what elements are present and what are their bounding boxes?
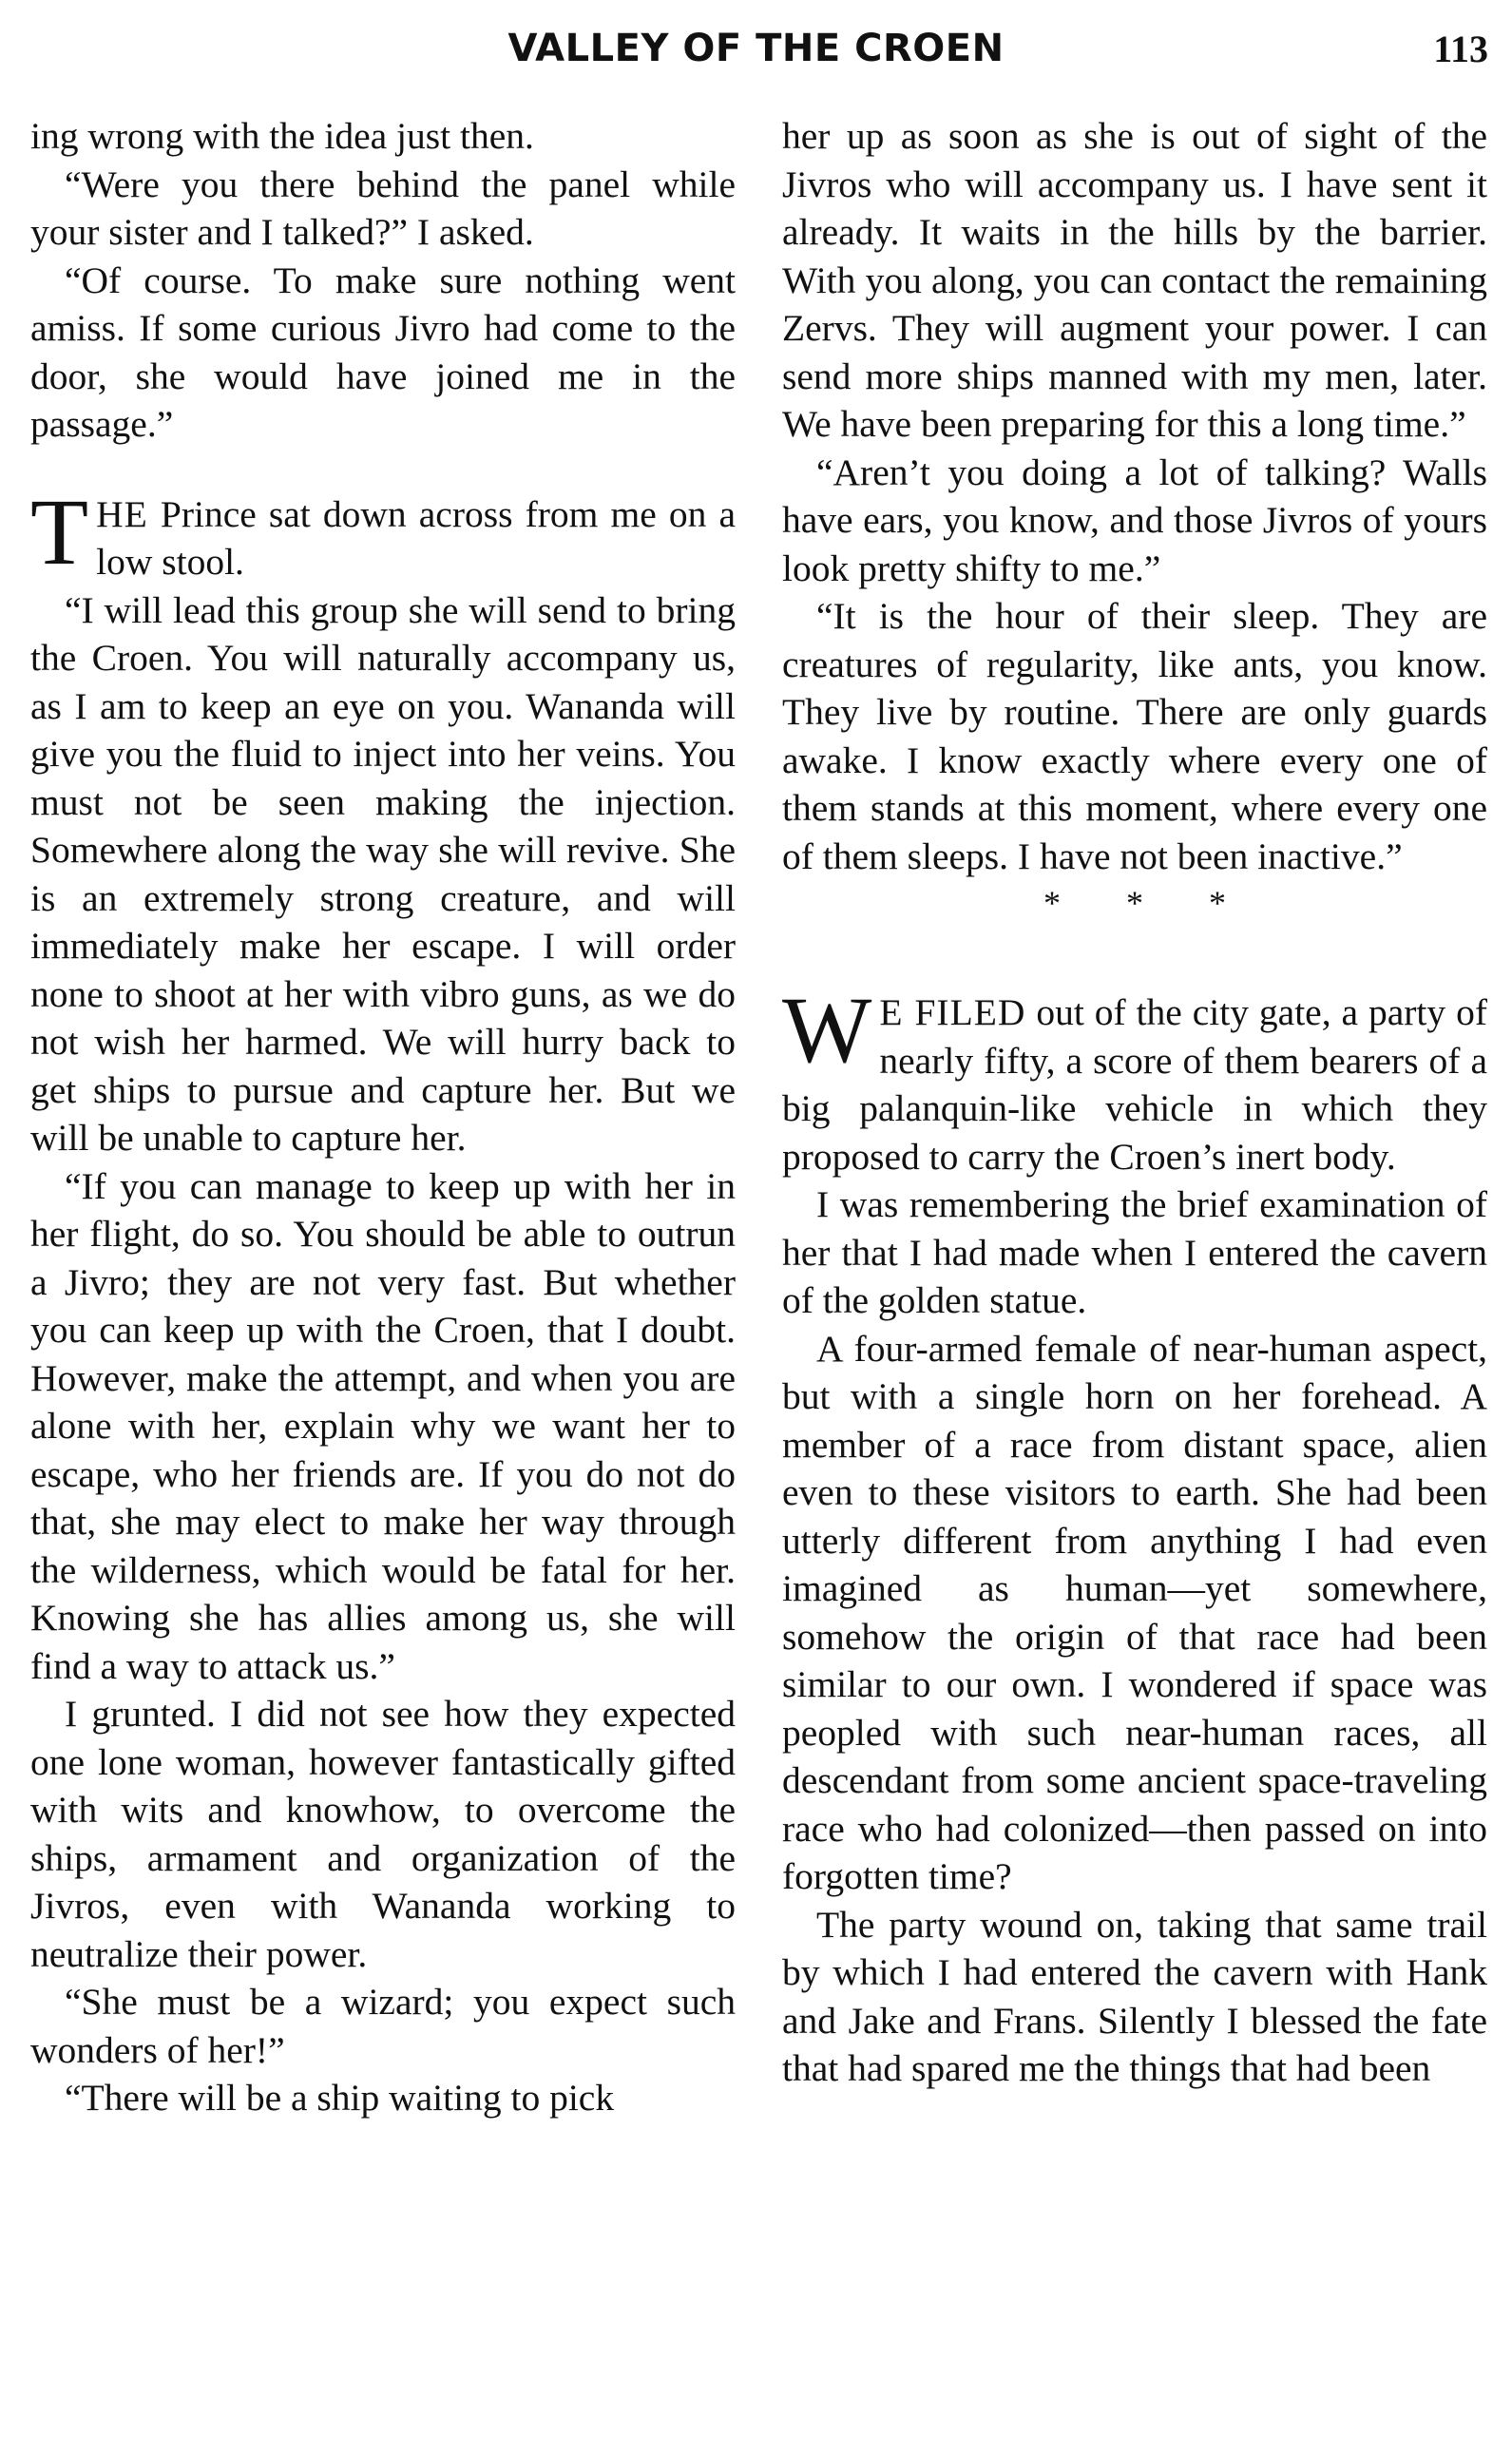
- paragraph: “Aren’t you doing a lot of talking? Walls have ears, you know, and those Jivros of yours look pretty shifty to me.”: [782, 451, 1487, 589]
- left-column: [30, 112, 736, 2431]
- paragraph: her up as soon as she is out of sight of the Jivros who will accompany us. I have sent it already. It waits in the hills by the barrier. With you along, you can contact the remaining Zervs. They will augment your power. I can send more ships manned with my men, later. We have been preparing for this a long time.”: [782, 115, 1487, 445]
- paragraph: “I will lead this group she will send to bring the Croen. You will naturally accompany us, as I am to keep an eye on you. Wananda will give you the fluid to inject into her veins. You must not be seen making the injection. Somewhere along the way she will revive. She is an extremely strong creature, and will immediately make her escape. I will order none to shoot at her with vibro guns, as we do not wish her harmed. We will hurry back to get ships to pursue and capture her. But we will be unable to capture her.: [30, 588, 736, 1159]
- section-spacer: [30, 449, 736, 490]
- paragraph: “She must be a wizard; you expect such wonders of her!”: [30, 1981, 736, 2071]
- paragraph: ing wrong with the idea just then.: [30, 115, 534, 157]
- opening-caps: E FILED: [879, 991, 1026, 1033]
- running-title: VALLEY OF THE CROEN: [507, 27, 1005, 70]
- paragraph: A four-armed female of near-human aspect, but with a single horn on her forehead. A member of a race from distant space, alien even to these visitors to earth. She had been utterly different from anything I had even imagined as human—yet somewhere, somehow the origin of that race had been similar to our own. I wondered if space was peopled with such near-human races, all descendant from some ancient space-traveling race who had colonized—then passed on into forgotten time?: [782, 1327, 1487, 1897]
- page-number: 113: [1433, 28, 1488, 70]
- drop-cap: T: [30, 478, 89, 585]
- section-opening-paragraph: [782, 977, 1487, 1180]
- drop-cap: W: [782, 977, 872, 1083]
- paragraph: The party wound on, taking that same trail by which I had entered the cavern with Hank and Jake and Frans. Silently I blessed the fate that had spared me the things that had been: [782, 1903, 1487, 2089]
- opening-text: Prince sat down across from me on a low stool.: [96, 492, 736, 583]
- section-opening-paragraph: [30, 478, 736, 586]
- section-break-asterisks: * * *: [1043, 884, 1254, 922]
- paragraph: “If you can manage to keep up with her in her flight, do so. You should be able to outrun a Jivro; they are not very fast. But whether you can keep up with the Croen, that I doubt. However, make the attempt, and when you are alone with her, explain why we want her to escape, who her friends are. If you do not do that, she may elect to make her way through the wilderness, which would be fatal for her. Knowing she has allies among us, she will find a way to attack us.”: [30, 1164, 736, 1687]
- paragraph: “Were you there behind the panel while your sister and I talked?” I asked.: [30, 163, 736, 253]
- opening-caps: HE: [96, 492, 148, 535]
- paragraph: “There will be a ship waiting to pick: [65, 2077, 615, 2119]
- right-column: [782, 112, 1487, 2431]
- paragraph: “Of course. To make sure nothing went amiss. If some curious Jivro had come to the door, she would have joined me in the passage.”: [30, 259, 736, 445]
- paragraph: I was remembering the brief examination of her that I had made when I entered the cavern of the golden statue.: [782, 1183, 1487, 1321]
- section-spacer: [782, 922, 1487, 988]
- opening-text: out of the city gate, a party of nearly fifty, a score of them bearers of a big palanquin-like vehicle in which they proposed to carry the Croen’s inert body.: [782, 991, 1487, 1178]
- paragraph: “It is the hour of their sleep. They are creatures of regularity, like ants, you know. They live by routine. There are only guards awake. I know exactly where every one of them stands at this moment, where every one of them sleeps. I have not been inactive.”: [782, 595, 1487, 877]
- running-header: [0, 23, 1512, 80]
- paragraph: I grunted. I did not see how they expected one lone woman, however fantastically gifted with wits and knowhow, to overcome the ships, armament and organization of the Jivros, even with Wananda working to neutralize their power.: [30, 1693, 736, 1975]
